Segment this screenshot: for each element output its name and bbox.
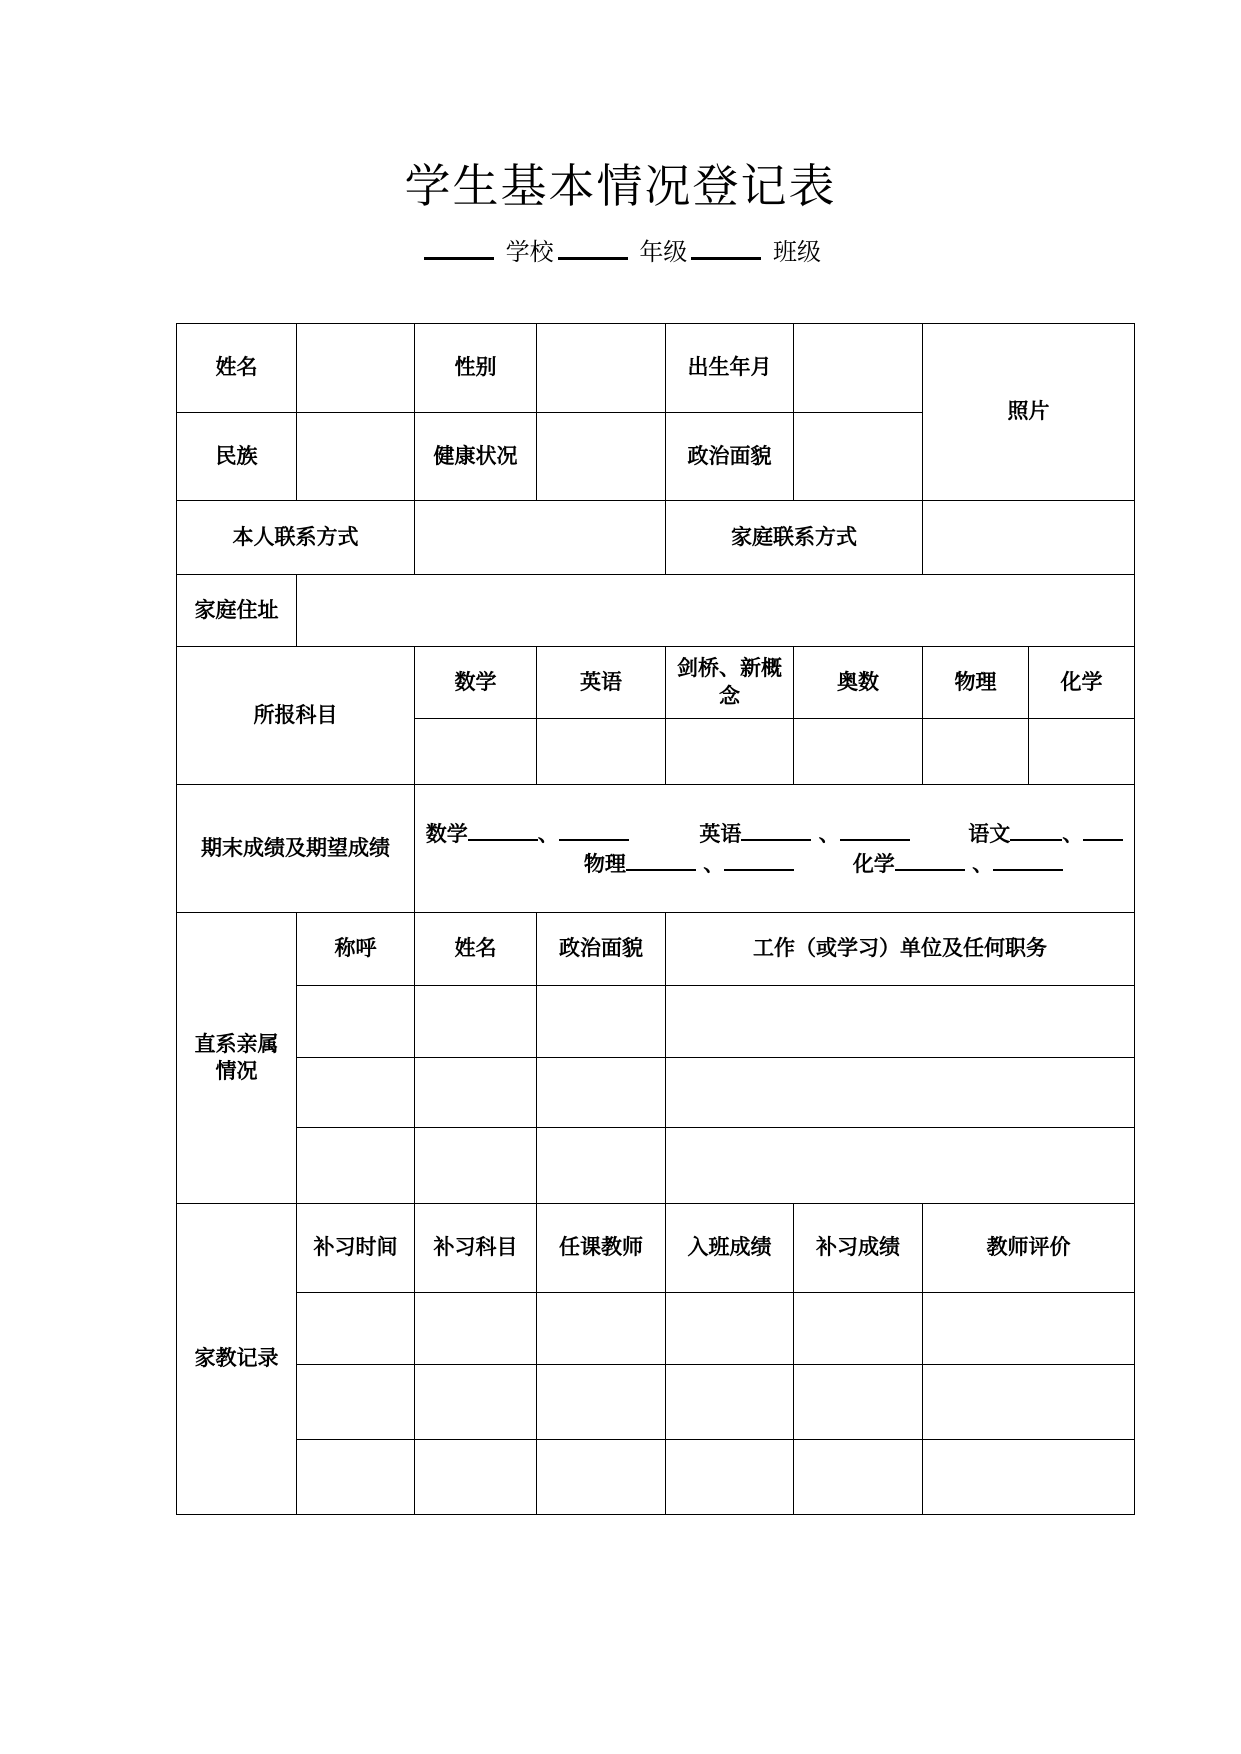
tutoring-row bbox=[177, 1365, 1135, 1440]
political-label: 政治面貌 bbox=[666, 413, 794, 501]
home-contact-label: 家庭联系方式 bbox=[666, 501, 923, 575]
gender-label: 性别 bbox=[415, 324, 537, 413]
subject-chemistry-check[interactable] bbox=[1029, 719, 1135, 785]
tutoring-header-entry-score: 入班成绩 bbox=[666, 1204, 794, 1293]
tutoring-label: 家教记录 bbox=[177, 1204, 297, 1515]
relatives-header-title: 称呼 bbox=[297, 913, 415, 986]
health-field[interactable] bbox=[537, 413, 666, 501]
subject-math-check[interactable] bbox=[415, 719, 537, 785]
birth-field[interactable] bbox=[794, 324, 923, 413]
subject-chemistry: 化学 bbox=[1029, 647, 1135, 719]
photo-box[interactable]: 照片 bbox=[923, 324, 1135, 501]
relatives-row bbox=[177, 1128, 1135, 1204]
relatives-label: 直系亲属情况 bbox=[177, 913, 297, 1204]
tutoring-header-result-score: 补习成绩 bbox=[794, 1204, 923, 1293]
page-title: 学生基本情况登记表 bbox=[404, 159, 837, 213]
tutoring-row bbox=[177, 1440, 1135, 1515]
subject-olympiad-check[interactable] bbox=[794, 719, 923, 785]
relatives-header-political: 政治面貌 bbox=[537, 913, 666, 986]
subject-math: 数学 bbox=[415, 647, 537, 719]
subject-english: 英语 bbox=[537, 647, 666, 719]
ethnicity-field[interactable] bbox=[297, 413, 415, 501]
registration-table bbox=[176, 323, 1135, 1515]
subjects-label: 所报科目 bbox=[177, 647, 415, 785]
subject-english-check[interactable] bbox=[537, 719, 666, 785]
relatives-row bbox=[177, 1058, 1135, 1128]
subject-cambridge-check[interactable] bbox=[666, 719, 794, 785]
relatives-header-name: 姓名 bbox=[415, 913, 537, 986]
class-blank[interactable] bbox=[691, 235, 761, 260]
tutoring-header-time: 补习时间 bbox=[297, 1204, 415, 1293]
relatives-header-work: 工作（或学习）单位及任何职务 bbox=[666, 913, 1135, 986]
health-label: 健康状况 bbox=[415, 413, 537, 501]
tutoring-header-subject: 补习科目 bbox=[415, 1204, 537, 1293]
subject-physics: 物理 bbox=[923, 647, 1029, 719]
grade-blank[interactable] bbox=[558, 235, 628, 260]
subject-olympiad: 奥数 bbox=[794, 647, 923, 719]
name-field[interactable] bbox=[297, 324, 415, 413]
political-field[interactable] bbox=[794, 413, 923, 501]
ethnicity-label: 民族 bbox=[177, 413, 297, 501]
home-address-label: 家庭住址 bbox=[177, 575, 297, 647]
tutoring-header-evaluation: 教师评价 bbox=[923, 1204, 1135, 1293]
school-blank[interactable] bbox=[424, 235, 494, 260]
scores-label: 期末成绩及期望成绩 bbox=[177, 785, 415, 913]
class-label: 班级 bbox=[772, 238, 821, 266]
gender-field[interactable] bbox=[537, 324, 666, 413]
tutoring-row bbox=[177, 1293, 1135, 1365]
grade-label: 年级 bbox=[639, 238, 688, 266]
school-label: 学校 bbox=[505, 238, 554, 266]
scores-line-2: 物理 、 化学 、 bbox=[419, 849, 1130, 878]
home-address-field[interactable] bbox=[297, 575, 1135, 647]
subject-cambridge: 剑桥、新概念 bbox=[666, 647, 794, 719]
scores-line-1: 数学 、 英语 、 语文 、 bbox=[419, 819, 1130, 848]
relatives-row bbox=[177, 986, 1135, 1058]
school-grade-class-line bbox=[0, 232, 1241, 267]
subject-physics-check[interactable] bbox=[923, 719, 1029, 785]
home-contact-field[interactable] bbox=[923, 501, 1135, 575]
birth-label: 出生年月 bbox=[666, 324, 794, 413]
self-contact-label: 本人联系方式 bbox=[177, 501, 415, 575]
scores-field[interactable] bbox=[415, 785, 1135, 913]
tutoring-header-teacher: 任课教师 bbox=[537, 1204, 666, 1293]
self-contact-field[interactable] bbox=[415, 501, 666, 575]
name-label: 姓名 bbox=[177, 324, 297, 413]
